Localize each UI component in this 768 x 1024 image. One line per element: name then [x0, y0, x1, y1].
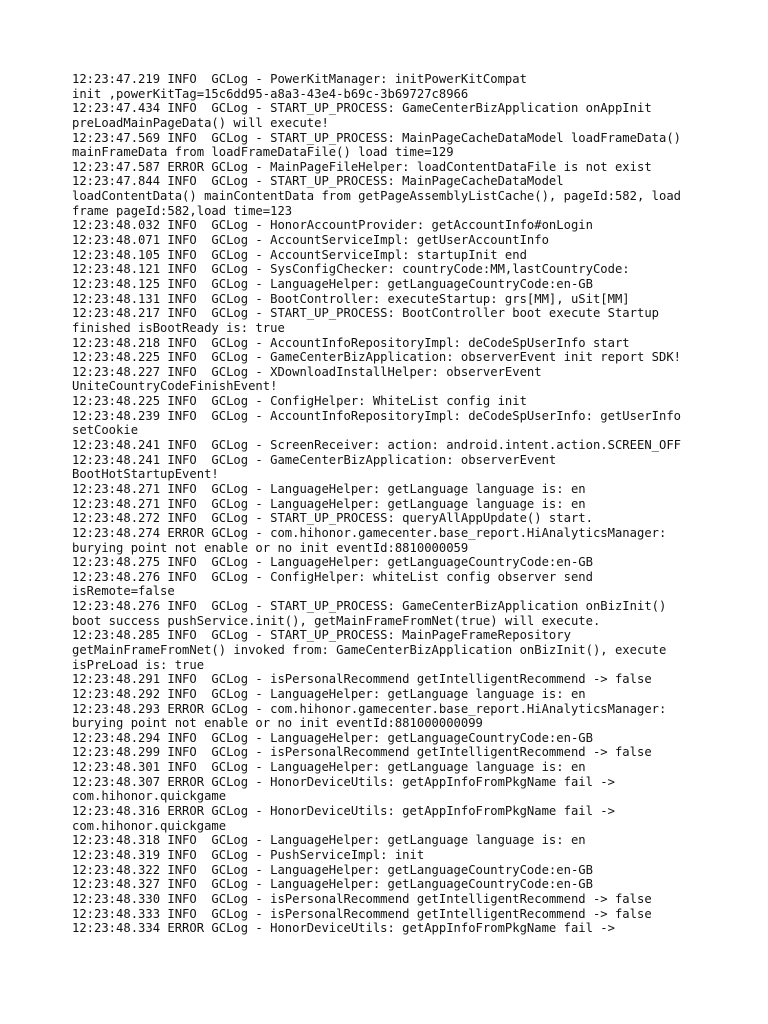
- log-line: init ,powerKitTag=15c6dd95-a8a3-43e4-b69c-3b69727c8966: [72, 86, 469, 101]
- log-line: 12:23:48.327 INFO GCLog - LanguageHelper: getLanguageCountryCode:en-GB: [72, 877, 593, 892]
- log-line: 12:23:47.569 INFO GCLog - START_UP_PROCESS: MainPageCacheDataModel loadFrameData(): [72, 130, 682, 145]
- log-line: 12:23:48.276 INFO GCLog - START_UP_PROCESS: GameCenterBizApplication onBizInit(): [72, 599, 667, 614]
- log-line: 12:23:48.272 INFO GCLog - START_UP_PROCESS: queryAllAppUpdate() start.: [72, 511, 593, 526]
- log-line: 12:23:48.227 INFO GCLog - XDownloadInstallHelper: observerEvent: [72, 364, 542, 379]
- log-line: 12:23:48.291 INFO GCLog - isPersonalRecommend getIntelligentRecommend -> false: [72, 672, 652, 687]
- log-line: 12:23:47.587 ERROR GCLog - MainPageFileHelper: loadContentDataFile is not exist: [72, 159, 652, 174]
- log-line: 12:23:48.292 INFO GCLog - LanguageHelper: getLanguage language is: en: [72, 686, 586, 701]
- log-line: 12:23:48.271 INFO GCLog - LanguageHelper: getLanguage language is: en: [72, 496, 586, 511]
- log-line: 12:23:48.105 INFO GCLog - AccountServiceImpl: startupInit end: [72, 247, 527, 262]
- log-line: com.hihonor.quickgame: [72, 818, 227, 833]
- log-line: 12:23:48.333 INFO GCLog - isPersonalRecommend getIntelligentRecommend -> false: [72, 906, 652, 921]
- log-line: loadContentData() mainContentData from getPageAssemblyListCache(), pageId:582, load: [72, 189, 682, 204]
- log-line: 12:23:48.330 INFO GCLog - isPersonalRecommend getIntelligentRecommend -> false: [72, 891, 652, 906]
- log-line: boot success pushService.init(), getMainFrameFromNet(true) will execute.: [72, 613, 601, 628]
- log-line: 12:23:48.225 INFO GCLog - ConfigHelper: WhiteList config init: [72, 394, 527, 409]
- log-line: frame pageId:582,load time=123: [72, 203, 293, 218]
- log-line: 12:23:48.318 INFO GCLog - LanguageHelper: getLanguage language is: en: [72, 833, 586, 848]
- log-document: [72, 72, 712, 936]
- log-line: burying point not enable or no init eventId:881000000099: [72, 716, 483, 731]
- log-line: 12:23:48.275 INFO GCLog - LanguageHelper: getLanguageCountryCode:en-GB: [72, 555, 593, 570]
- log-line: preLoadMainPageData() will execute!: [72, 115, 329, 130]
- log-line: 12:23:48.322 INFO GCLog - LanguageHelper: getLanguageCountryCode:en-GB: [72, 862, 593, 877]
- log-line: 12:23:48.271 INFO GCLog - LanguageHelper: getLanguage language is: en: [72, 481, 586, 496]
- log-line: burying point not enable or no init eventId:8810000059: [72, 540, 469, 555]
- log-line: 12:23:48.032 INFO GCLog - HonorAccountProvider: getAccountInfo#onLogin: [72, 218, 593, 233]
- log-line: finished isBootReady is: true: [72, 320, 285, 335]
- log-line: 12:23:48.217 INFO GCLog - START_UP_PROCESS: BootController boot execute Startup: [72, 306, 659, 321]
- log-line: 12:23:48.241 INFO GCLog - GameCenterBizApplication: observerEvent: [72, 452, 557, 467]
- log-line: 12:23:47.219 INFO GCLog - PowerKitManager: initPowerKitCompat: [72, 72, 527, 86]
- log-line: 12:23:48.276 INFO GCLog - ConfigHelper: whiteList config observer send: [72, 569, 593, 584]
- log-line: 12:23:48.319 INFO GCLog - PushServiceImpl: init: [72, 847, 425, 862]
- log-line: isPreLoad is: true: [72, 657, 205, 672]
- log-line: mainFrameData from loadFrameDataFile() load time=129: [72, 145, 454, 160]
- log-line: setCookie: [72, 423, 139, 438]
- log-line: 12:23:48.299 INFO GCLog - isPersonalRecommend getIntelligentRecommend -> false: [72, 745, 652, 760]
- log-line: 12:23:48.218 INFO GCLog - AccountInfoRepositoryImpl: deCodeSpUserInfo start: [72, 335, 630, 350]
- log-line: UniteCountryCodeFinishEvent!: [72, 379, 278, 394]
- log-line: 12:23:48.285 INFO GCLog - START_UP_PROCESS: MainPageFrameRepository: [72, 628, 571, 643]
- log-line: 12:23:48.225 INFO GCLog - GameCenterBizApplication: observerEvent init report SDK!: [72, 350, 682, 365]
- log-line: com.hihonor.quickgame: [72, 789, 227, 804]
- log-line: 12:23:48.239 INFO GCLog - AccountInfoRepositoryImpl: deCodeSpUserInfo: getUserInfo: [72, 408, 682, 423]
- log-line: 12:23:48.241 INFO GCLog - ScreenReceiver: action: android.intent.action.SCREEN_OFF: [72, 438, 682, 453]
- log-line: 12:23:48.071 INFO GCLog - AccountServiceImpl: getUserAccountInfo: [72, 233, 549, 248]
- log-line: 12:23:48.125 INFO GCLog - LanguageHelper: getLanguageCountryCode:en-GB: [72, 276, 593, 291]
- log-line: 12:23:48.334 ERROR GCLog - HonorDeviceUtils: getAppInfoFromPkgName fail ->: [72, 921, 615, 936]
- log-line: 12:23:47.434 INFO GCLog - START_UP_PROCESS: GameCenterBizApplication onAppInit: [72, 101, 652, 116]
- log-line: 12:23:47.844 INFO GCLog - START_UP_PROCESS: MainPageCacheDataModel: [72, 174, 564, 189]
- log-line: BootHotStartupEvent!: [72, 467, 219, 482]
- log-line: 12:23:48.131 INFO GCLog - BootController: executeStartup: grs[MM], uSit[MM]: [72, 291, 630, 306]
- log-line: 12:23:48.293 ERROR GCLog - com.hihonor.gamecenter.base_report.HiAnalyticsManager:: [72, 701, 667, 716]
- log-line: 12:23:48.301 INFO GCLog - LanguageHelper: getLanguage language is: en: [72, 760, 586, 775]
- log-line: 12:23:48.307 ERROR GCLog - HonorDeviceUtils: getAppInfoFromPkgName fail ->: [72, 774, 615, 789]
- log-line: 12:23:48.294 INFO GCLog - LanguageHelper: getLanguageCountryCode:en-GB: [72, 730, 593, 745]
- log-line: getMainFrameFromNet() invoked from: GameCenterBizApplication onBizInit(), execute: [72, 642, 667, 657]
- log-line: 12:23:48.121 INFO GCLog - SysConfigChecker: countryCode:MM,lastCountryCode:: [72, 262, 630, 277]
- log-line: 12:23:48.274 ERROR GCLog - com.hihonor.gamecenter.base_report.HiAnalyticsManager:: [72, 525, 667, 540]
- log-line: 12:23:48.316 ERROR GCLog - HonorDeviceUtils: getAppInfoFromPkgName fail ->: [72, 804, 615, 819]
- log-line: isRemote=false: [72, 584, 175, 599]
